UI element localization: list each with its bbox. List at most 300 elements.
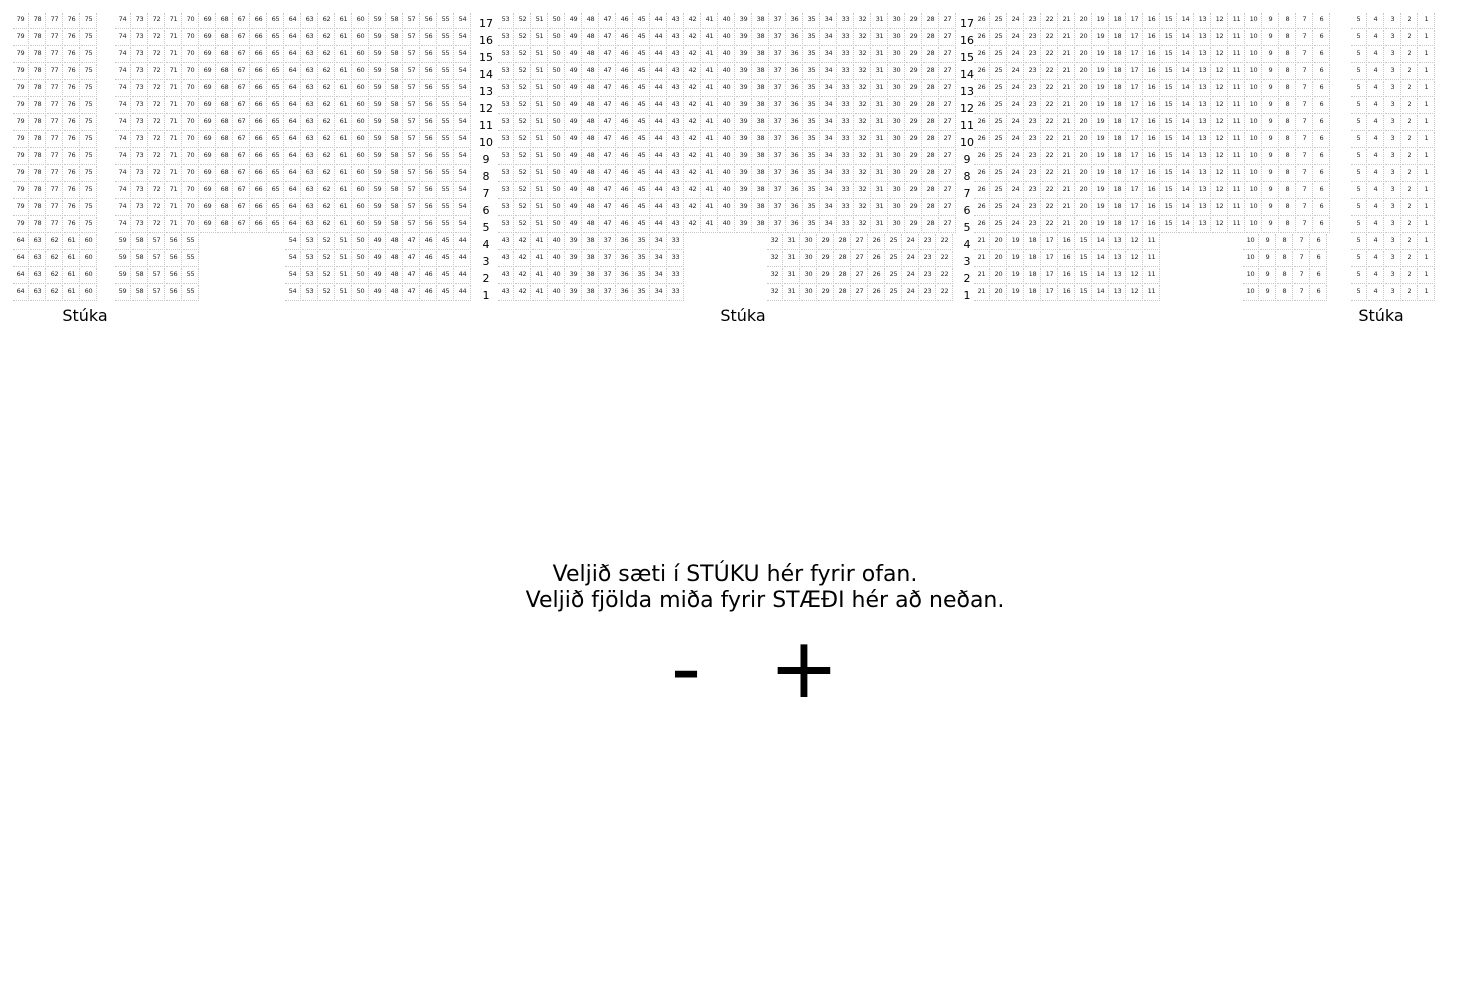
seat[interactable]: 32 bbox=[767, 268, 783, 284]
seat[interactable]: 76 bbox=[64, 98, 80, 114]
seat[interactable]: 66 bbox=[251, 217, 267, 233]
seat[interactable]: 44 bbox=[651, 64, 667, 80]
seat[interactable]: 58 bbox=[132, 268, 148, 284]
seat[interactable]: 71 bbox=[166, 115, 182, 131]
seat[interactable]: 64 bbox=[285, 149, 301, 165]
seat[interactable]: 24 bbox=[903, 268, 919, 284]
seat[interactable]: 40 bbox=[549, 285, 565, 301]
seat[interactable]: 11 bbox=[1229, 30, 1245, 46]
seat[interactable]: 15 bbox=[1161, 98, 1177, 114]
seat[interactable]: 73 bbox=[132, 183, 148, 199]
seat[interactable]: 69 bbox=[200, 200, 216, 216]
seat[interactable]: 2 bbox=[1402, 251, 1418, 267]
seat[interactable]: 43 bbox=[498, 234, 514, 250]
seat[interactable]: 76 bbox=[64, 200, 80, 216]
seat[interactable]: 60 bbox=[81, 234, 97, 250]
seat[interactable]: 31 bbox=[872, 98, 888, 114]
seat[interactable]: 15 bbox=[1161, 47, 1177, 63]
seat[interactable]: 37 bbox=[770, 81, 786, 97]
seat[interactable]: 32 bbox=[855, 98, 871, 114]
seat[interactable]: 76 bbox=[64, 81, 80, 97]
seat[interactable]: 26 bbox=[974, 30, 990, 46]
seat[interactable]: 48 bbox=[387, 268, 403, 284]
seat[interactable]: 23 bbox=[1025, 149, 1041, 165]
seat[interactable]: 29 bbox=[906, 115, 922, 131]
seat[interactable]: 61 bbox=[336, 13, 352, 29]
seat[interactable]: 37 bbox=[600, 285, 616, 301]
seat[interactable]: 37 bbox=[770, 64, 786, 80]
seat[interactable]: 13 bbox=[1110, 285, 1126, 301]
seat[interactable]: 53 bbox=[498, 166, 514, 182]
seat[interactable]: 64 bbox=[13, 234, 29, 250]
seat[interactable]: 69 bbox=[200, 30, 216, 46]
seat[interactable]: 43 bbox=[498, 268, 514, 284]
seat[interactable]: 16 bbox=[1144, 115, 1160, 131]
seat[interactable]: 31 bbox=[872, 13, 888, 29]
seat[interactable]: 54 bbox=[455, 217, 471, 233]
seat[interactable]: 79 bbox=[13, 183, 29, 199]
seat[interactable]: 61 bbox=[336, 47, 352, 63]
seat[interactable]: 78 bbox=[30, 81, 46, 97]
seat[interactable]: 32 bbox=[855, 64, 871, 80]
seat[interactable]: 74 bbox=[115, 81, 131, 97]
seat[interactable]: 53 bbox=[302, 251, 318, 267]
seat[interactable]: 39 bbox=[736, 183, 752, 199]
seat[interactable]: 9 bbox=[1263, 149, 1279, 165]
seat[interactable]: 29 bbox=[906, 98, 922, 114]
seat[interactable]: 5 bbox=[1351, 234, 1367, 250]
seat[interactable]: 54 bbox=[455, 98, 471, 114]
seat[interactable]: 46 bbox=[617, 64, 633, 80]
seat[interactable]: 4 bbox=[1368, 132, 1384, 148]
seat[interactable]: 4 bbox=[1368, 217, 1384, 233]
seat[interactable]: 55 bbox=[438, 81, 454, 97]
seat[interactable]: 1 bbox=[1419, 47, 1435, 63]
seat[interactable]: 47 bbox=[600, 30, 616, 46]
seat[interactable]: 8 bbox=[1280, 200, 1296, 216]
seat[interactable]: 47 bbox=[600, 98, 616, 114]
seat[interactable]: 49 bbox=[566, 81, 582, 97]
seat[interactable]: 4 bbox=[1368, 64, 1384, 80]
seat[interactable]: 28 bbox=[923, 30, 939, 46]
seat[interactable]: 25 bbox=[886, 268, 902, 284]
seat[interactable]: 70 bbox=[183, 149, 199, 165]
seat[interactable]: 23 bbox=[1025, 47, 1041, 63]
seat[interactable]: 41 bbox=[702, 115, 718, 131]
seat[interactable]: 72 bbox=[149, 13, 165, 29]
seat[interactable]: 58 bbox=[387, 47, 403, 63]
seat[interactable]: 29 bbox=[818, 251, 834, 267]
seat[interactable]: 3 bbox=[1385, 251, 1401, 267]
seat[interactable]: 27 bbox=[940, 47, 956, 63]
seat[interactable]: 51 bbox=[532, 47, 548, 63]
seat[interactable]: 67 bbox=[234, 30, 250, 46]
seat[interactable]: 25 bbox=[991, 98, 1007, 114]
seat[interactable]: 38 bbox=[753, 115, 769, 131]
seat[interactable]: 9 bbox=[1263, 64, 1279, 80]
seat[interactable]: 30 bbox=[889, 98, 905, 114]
seat[interactable]: 21 bbox=[974, 285, 990, 301]
seat[interactable]: 75 bbox=[81, 115, 97, 131]
seat[interactable]: 66 bbox=[251, 98, 267, 114]
seat[interactable]: 50 bbox=[549, 166, 565, 182]
seat[interactable]: 8 bbox=[1280, 64, 1296, 80]
seat[interactable]: 27 bbox=[940, 98, 956, 114]
seat[interactable]: 41 bbox=[702, 183, 718, 199]
seat[interactable]: 40 bbox=[719, 47, 735, 63]
seat[interactable]: 34 bbox=[651, 285, 667, 301]
seat[interactable]: 65 bbox=[268, 149, 284, 165]
seat[interactable]: 31 bbox=[872, 30, 888, 46]
seat[interactable]: 73 bbox=[132, 166, 148, 182]
seat[interactable]: 24 bbox=[903, 285, 919, 301]
seat[interactable]: 43 bbox=[668, 132, 684, 148]
seat[interactable]: 40 bbox=[719, 13, 735, 29]
seat[interactable]: 64 bbox=[285, 47, 301, 63]
seat[interactable]: 18 bbox=[1110, 183, 1126, 199]
seat[interactable]: 15 bbox=[1161, 81, 1177, 97]
seat[interactable]: 48 bbox=[583, 115, 599, 131]
seat[interactable]: 40 bbox=[549, 268, 565, 284]
seat[interactable]: 72 bbox=[149, 81, 165, 97]
seat[interactable]: 33 bbox=[838, 183, 854, 199]
seat[interactable]: 74 bbox=[115, 200, 131, 216]
seat[interactable]: 29 bbox=[818, 285, 834, 301]
seat[interactable]: 21 bbox=[1059, 132, 1075, 148]
seat[interactable]: 1 bbox=[1419, 166, 1435, 182]
seat[interactable]: 6 bbox=[1314, 183, 1330, 199]
seat[interactable]: 47 bbox=[600, 149, 616, 165]
seat[interactable]: 71 bbox=[166, 166, 182, 182]
seat[interactable]: 53 bbox=[498, 183, 514, 199]
seat[interactable]: 36 bbox=[787, 217, 803, 233]
seat[interactable]: 28 bbox=[923, 115, 939, 131]
seat[interactable]: 64 bbox=[13, 268, 29, 284]
seat[interactable]: 45 bbox=[634, 98, 650, 114]
seat[interactable]: 48 bbox=[583, 166, 599, 182]
seat[interactable]: 27 bbox=[852, 268, 868, 284]
seat[interactable]: 26 bbox=[869, 234, 885, 250]
seat[interactable]: 70 bbox=[183, 115, 199, 131]
seat[interactable]: 16 bbox=[1144, 47, 1160, 63]
seat[interactable]: 56 bbox=[421, 13, 437, 29]
seat[interactable]: 76 bbox=[64, 149, 80, 165]
seat[interactable]: 39 bbox=[566, 234, 582, 250]
seat[interactable]: 4 bbox=[1368, 166, 1384, 182]
seat[interactable]: 14 bbox=[1093, 251, 1109, 267]
seat[interactable]: 42 bbox=[685, 149, 701, 165]
seat[interactable]: 15 bbox=[1161, 132, 1177, 148]
seat[interactable]: 38 bbox=[753, 47, 769, 63]
seat[interactable]: 2 bbox=[1402, 234, 1418, 250]
seat[interactable]: 15 bbox=[1161, 217, 1177, 233]
seat[interactable]: 52 bbox=[515, 149, 531, 165]
seat[interactable]: 20 bbox=[1076, 115, 1092, 131]
seat[interactable]: 14 bbox=[1093, 234, 1109, 250]
seat[interactable]: 62 bbox=[47, 234, 63, 250]
seat[interactable]: 46 bbox=[617, 200, 633, 216]
seat[interactable]: 22 bbox=[1042, 183, 1058, 199]
seat[interactable]: 23 bbox=[920, 234, 936, 250]
seat[interactable]: 75 bbox=[81, 132, 97, 148]
seat[interactable]: 47 bbox=[404, 285, 420, 301]
increase-quantity-button[interactable]: + bbox=[764, 628, 844, 708]
seat[interactable]: 58 bbox=[387, 81, 403, 97]
seat[interactable]: 61 bbox=[336, 64, 352, 80]
seat[interactable]: 23 bbox=[1025, 13, 1041, 29]
seat[interactable]: 15 bbox=[1161, 64, 1177, 80]
seat[interactable]: 62 bbox=[47, 268, 63, 284]
seat[interactable]: 51 bbox=[336, 268, 352, 284]
seat[interactable]: 69 bbox=[200, 132, 216, 148]
seat[interactable]: 7 bbox=[1294, 234, 1310, 250]
seat[interactable]: 23 bbox=[1025, 166, 1041, 182]
seat[interactable]: 25 bbox=[991, 81, 1007, 97]
seat[interactable]: 2 bbox=[1402, 217, 1418, 233]
seat[interactable]: 32 bbox=[855, 30, 871, 46]
seat[interactable]: 35 bbox=[634, 268, 650, 284]
seat[interactable]: 28 bbox=[835, 285, 851, 301]
seat[interactable]: 37 bbox=[770, 149, 786, 165]
seat[interactable]: 45 bbox=[634, 132, 650, 148]
seat[interactable]: 43 bbox=[668, 217, 684, 233]
seat[interactable]: 34 bbox=[651, 234, 667, 250]
seat[interactable]: 79 bbox=[13, 64, 29, 80]
seat[interactable]: 14 bbox=[1178, 149, 1194, 165]
seat[interactable]: 33 bbox=[838, 149, 854, 165]
seat[interactable]: 72 bbox=[149, 183, 165, 199]
seat[interactable]: 67 bbox=[234, 13, 250, 29]
seat[interactable]: 23 bbox=[1025, 98, 1041, 114]
seat[interactable]: 27 bbox=[852, 234, 868, 250]
seat[interactable]: 62 bbox=[319, 132, 335, 148]
seat[interactable]: 62 bbox=[319, 30, 335, 46]
seat[interactable]: 65 bbox=[268, 13, 284, 29]
seat[interactable]: 38 bbox=[753, 98, 769, 114]
seat[interactable]: 47 bbox=[600, 166, 616, 182]
seat[interactable]: 56 bbox=[421, 47, 437, 63]
seat[interactable]: 36 bbox=[787, 183, 803, 199]
seat[interactable]: 77 bbox=[47, 30, 63, 46]
seat[interactable]: 34 bbox=[821, 13, 837, 29]
seat[interactable]: 19 bbox=[1008, 251, 1024, 267]
seat[interactable]: 11 bbox=[1229, 64, 1245, 80]
seat[interactable]: 48 bbox=[583, 98, 599, 114]
seat[interactable]: 65 bbox=[268, 47, 284, 63]
seat[interactable]: 3 bbox=[1385, 115, 1401, 131]
seat[interactable]: 68 bbox=[217, 98, 233, 114]
seat[interactable]: 71 bbox=[166, 200, 182, 216]
seat[interactable]: 7 bbox=[1297, 30, 1313, 46]
seat[interactable]: 66 bbox=[251, 115, 267, 131]
seat[interactable]: 36 bbox=[787, 132, 803, 148]
seat[interactable]: 55 bbox=[183, 285, 199, 301]
seat[interactable]: 38 bbox=[753, 149, 769, 165]
seat[interactable]: 49 bbox=[370, 234, 386, 250]
seat[interactable]: 19 bbox=[1093, 98, 1109, 114]
seat[interactable]: 62 bbox=[319, 200, 335, 216]
seat[interactable]: 59 bbox=[115, 268, 131, 284]
seat[interactable]: 11 bbox=[1229, 132, 1245, 148]
seat[interactable]: 38 bbox=[753, 200, 769, 216]
seat[interactable]: 41 bbox=[702, 149, 718, 165]
seat[interactable]: 54 bbox=[285, 268, 301, 284]
seat[interactable]: 42 bbox=[685, 81, 701, 97]
seat[interactable]: 13 bbox=[1195, 149, 1211, 165]
seat[interactable]: 14 bbox=[1178, 200, 1194, 216]
seat[interactable]: 54 bbox=[455, 149, 471, 165]
seat[interactable]: 78 bbox=[30, 132, 46, 148]
seat[interactable]: 21 bbox=[1059, 47, 1075, 63]
seat[interactable]: 65 bbox=[268, 166, 284, 182]
seat[interactable]: 6 bbox=[1314, 30, 1330, 46]
seat[interactable]: 67 bbox=[234, 149, 250, 165]
seat[interactable]: 22 bbox=[1042, 30, 1058, 46]
seat[interactable]: 68 bbox=[217, 149, 233, 165]
seat[interactable]: 49 bbox=[566, 115, 582, 131]
seat[interactable]: 19 bbox=[1093, 183, 1109, 199]
seat[interactable]: 26 bbox=[869, 285, 885, 301]
seat[interactable]: 59 bbox=[370, 200, 386, 216]
seat[interactable]: 41 bbox=[532, 234, 548, 250]
seat[interactable]: 20 bbox=[1076, 98, 1092, 114]
seat[interactable]: 30 bbox=[889, 30, 905, 46]
seat[interactable]: 65 bbox=[268, 81, 284, 97]
seat[interactable]: 24 bbox=[1008, 166, 1024, 182]
seat[interactable]: 35 bbox=[804, 64, 820, 80]
seat[interactable]: 49 bbox=[370, 285, 386, 301]
seat[interactable]: 61 bbox=[336, 115, 352, 131]
seat[interactable]: 9 bbox=[1263, 47, 1279, 63]
seat[interactable]: 26 bbox=[974, 47, 990, 63]
seat[interactable]: 32 bbox=[767, 234, 783, 250]
seat[interactable]: 16 bbox=[1144, 149, 1160, 165]
seat[interactable]: 77 bbox=[47, 47, 63, 63]
seat[interactable]: 9 bbox=[1260, 234, 1276, 250]
seat[interactable]: 4 bbox=[1368, 268, 1384, 284]
seat[interactable]: 42 bbox=[685, 47, 701, 63]
seat[interactable]: 71 bbox=[166, 30, 182, 46]
seat[interactable]: 59 bbox=[370, 166, 386, 182]
seat[interactable]: 79 bbox=[13, 200, 29, 216]
seat[interactable]: 9 bbox=[1263, 115, 1279, 131]
seat[interactable]: 35 bbox=[804, 30, 820, 46]
seat[interactable]: 13 bbox=[1195, 64, 1211, 80]
seat[interactable]: 76 bbox=[64, 115, 80, 131]
seat[interactable]: 17 bbox=[1127, 149, 1143, 165]
seat[interactable]: 28 bbox=[923, 64, 939, 80]
seat[interactable]: 11 bbox=[1144, 234, 1160, 250]
seat[interactable]: 9 bbox=[1263, 166, 1279, 182]
seat[interactable]: 55 bbox=[438, 30, 454, 46]
seat[interactable]: 12 bbox=[1127, 285, 1143, 301]
seat[interactable]: 75 bbox=[81, 30, 97, 46]
seat[interactable]: 58 bbox=[387, 30, 403, 46]
seat[interactable]: 68 bbox=[217, 47, 233, 63]
seat[interactable]: 5 bbox=[1351, 30, 1367, 46]
seat[interactable]: 79 bbox=[13, 81, 29, 97]
seat[interactable]: 51 bbox=[532, 183, 548, 199]
seat[interactable]: 4 bbox=[1368, 183, 1384, 199]
seat[interactable]: 31 bbox=[872, 64, 888, 80]
seat[interactable]: 51 bbox=[532, 132, 548, 148]
seat[interactable]: 41 bbox=[702, 200, 718, 216]
seat[interactable]: 64 bbox=[285, 200, 301, 216]
seat[interactable]: 19 bbox=[1008, 234, 1024, 250]
seat[interactable]: 79 bbox=[13, 13, 29, 29]
seat[interactable]: 26 bbox=[974, 81, 990, 97]
seat[interactable]: 38 bbox=[753, 132, 769, 148]
seat[interactable]: 31 bbox=[872, 115, 888, 131]
seat[interactable]: 72 bbox=[149, 217, 165, 233]
seat[interactable]: 6 bbox=[1311, 285, 1327, 301]
seat[interactable]: 40 bbox=[719, 217, 735, 233]
seat[interactable]: 31 bbox=[784, 251, 800, 267]
seat[interactable]: 24 bbox=[1008, 30, 1024, 46]
seat[interactable]: 42 bbox=[685, 98, 701, 114]
seat[interactable]: 58 bbox=[387, 200, 403, 216]
seat[interactable]: 73 bbox=[132, 217, 148, 233]
seat[interactable]: 20 bbox=[1076, 13, 1092, 29]
seat[interactable]: 39 bbox=[736, 47, 752, 63]
seat[interactable]: 69 bbox=[200, 217, 216, 233]
seat[interactable]: 17 bbox=[1127, 81, 1143, 97]
seat[interactable]: 53 bbox=[498, 30, 514, 46]
seat[interactable]: 36 bbox=[787, 149, 803, 165]
seat[interactable]: 71 bbox=[166, 217, 182, 233]
seat[interactable]: 53 bbox=[498, 64, 514, 80]
seat[interactable]: 66 bbox=[251, 200, 267, 216]
seat[interactable]: 69 bbox=[200, 81, 216, 97]
seat[interactable]: 2 bbox=[1402, 115, 1418, 131]
seat[interactable]: 23 bbox=[920, 268, 936, 284]
seat[interactable]: 37 bbox=[770, 183, 786, 199]
seat[interactable]: 76 bbox=[64, 30, 80, 46]
seat[interactable]: 60 bbox=[353, 13, 369, 29]
seat[interactable]: 6 bbox=[1311, 251, 1327, 267]
seat[interactable]: 33 bbox=[838, 200, 854, 216]
seat[interactable]: 61 bbox=[336, 30, 352, 46]
seat[interactable]: 13 bbox=[1195, 183, 1211, 199]
seat[interactable]: 79 bbox=[13, 98, 29, 114]
seat[interactable]: 42 bbox=[685, 217, 701, 233]
seat[interactable]: 77 bbox=[47, 166, 63, 182]
seat[interactable]: 65 bbox=[268, 30, 284, 46]
seat[interactable]: 18 bbox=[1110, 149, 1126, 165]
seat[interactable]: 26 bbox=[974, 132, 990, 148]
seat[interactable]: 2 bbox=[1402, 200, 1418, 216]
seat[interactable]: 2 bbox=[1402, 47, 1418, 63]
seat[interactable]: 63 bbox=[302, 166, 318, 182]
seat[interactable]: 12 bbox=[1127, 251, 1143, 267]
seat[interactable]: 49 bbox=[566, 64, 582, 80]
seat[interactable]: 15 bbox=[1076, 285, 1092, 301]
seat[interactable]: 35 bbox=[804, 149, 820, 165]
seat[interactable]: 38 bbox=[753, 166, 769, 182]
seat[interactable]: 34 bbox=[821, 115, 837, 131]
seat[interactable]: 58 bbox=[387, 149, 403, 165]
seat[interactable]: 57 bbox=[404, 115, 420, 131]
seat[interactable]: 59 bbox=[370, 115, 386, 131]
seat[interactable]: 26 bbox=[974, 217, 990, 233]
seat[interactable]: 66 bbox=[251, 166, 267, 182]
seat[interactable]: 55 bbox=[438, 13, 454, 29]
seat[interactable]: 62 bbox=[319, 115, 335, 131]
seat[interactable]: 10 bbox=[1246, 30, 1262, 46]
seat[interactable]: 35 bbox=[804, 81, 820, 97]
seat[interactable]: 56 bbox=[166, 285, 182, 301]
seat[interactable]: 7 bbox=[1297, 183, 1313, 199]
